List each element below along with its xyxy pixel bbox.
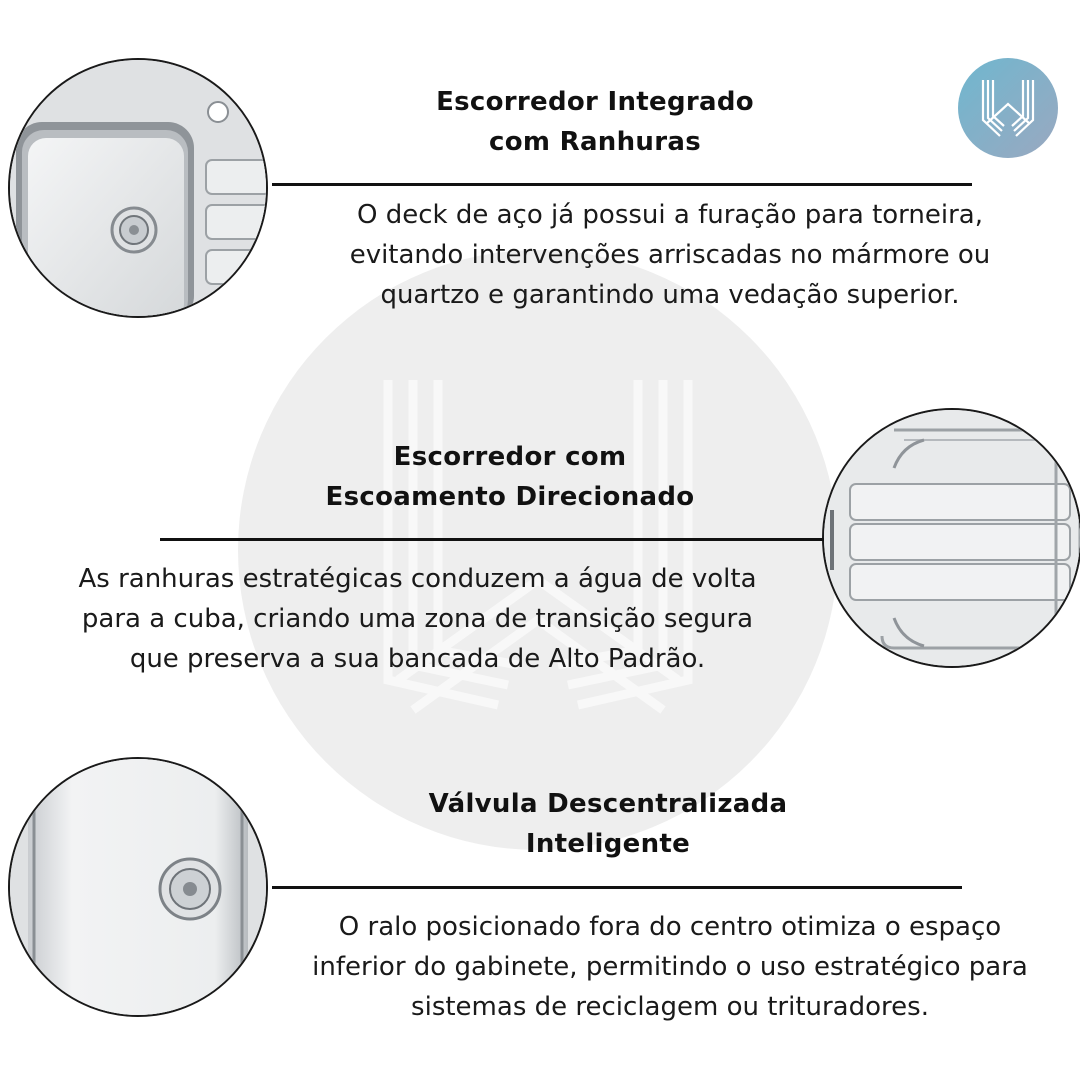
section-3-desc-line-3: sistemas de reciclagem ou trituradores. bbox=[411, 992, 929, 1022]
section-3-description bbox=[270, 907, 1070, 1027]
section-2-title-line-1: Escorredor com bbox=[393, 442, 627, 472]
section-1-desc-line-1: O deck de aço já possui a furação para torneira, bbox=[357, 200, 983, 230]
section-3-desc-line-2: inferior do gabinete, permitindo o uso estratégico para bbox=[312, 952, 1028, 982]
section-1-title-line-1: Escorredor Integrado bbox=[436, 87, 754, 117]
section-2-title bbox=[290, 437, 730, 517]
section-3-desc-line-1: O ralo posicionado fora do centro otimiza o espaço bbox=[338, 912, 1002, 942]
section-2-description bbox=[20, 559, 815, 679]
section-1-desc-line-2: evitando intervenções arriscadas no mármore ou bbox=[349, 240, 991, 270]
section-3-title-line-2: Inteligente bbox=[525, 829, 691, 859]
section-2-desc-line-1: As ranhuras estratégicas conduzem a água de volta bbox=[78, 564, 757, 594]
section-2-desc-line-3: que preserva a sua bancada de Alto Padrão. bbox=[129, 644, 706, 674]
drainboard-grooves-photo bbox=[822, 408, 1080, 668]
section-2-divider bbox=[160, 538, 824, 541]
sink-drainboard-photo bbox=[8, 58, 268, 318]
section-3-title bbox=[408, 784, 808, 864]
section-2-title-line-2: Escoamento Direcionado bbox=[325, 482, 695, 512]
brand-logo bbox=[956, 56, 1060, 160]
background-watermark-logo bbox=[238, 250, 838, 850]
section-2-desc-line-2: para a cuba, criando uma zona de transição segura bbox=[81, 604, 754, 634]
section-1-title-line-2: com Ranhuras bbox=[489, 127, 701, 157]
section-3-title-line-1: Válvula Descentralizada bbox=[428, 789, 788, 819]
section-3-divider bbox=[272, 886, 962, 889]
section-1-divider bbox=[272, 183, 972, 186]
drain-valve-photo bbox=[8, 757, 268, 1017]
section-1-description bbox=[300, 195, 1040, 315]
section-1-title bbox=[395, 82, 795, 162]
section-1-desc-line-3: quartzo e garantindo uma vedação superior. bbox=[380, 280, 960, 310]
